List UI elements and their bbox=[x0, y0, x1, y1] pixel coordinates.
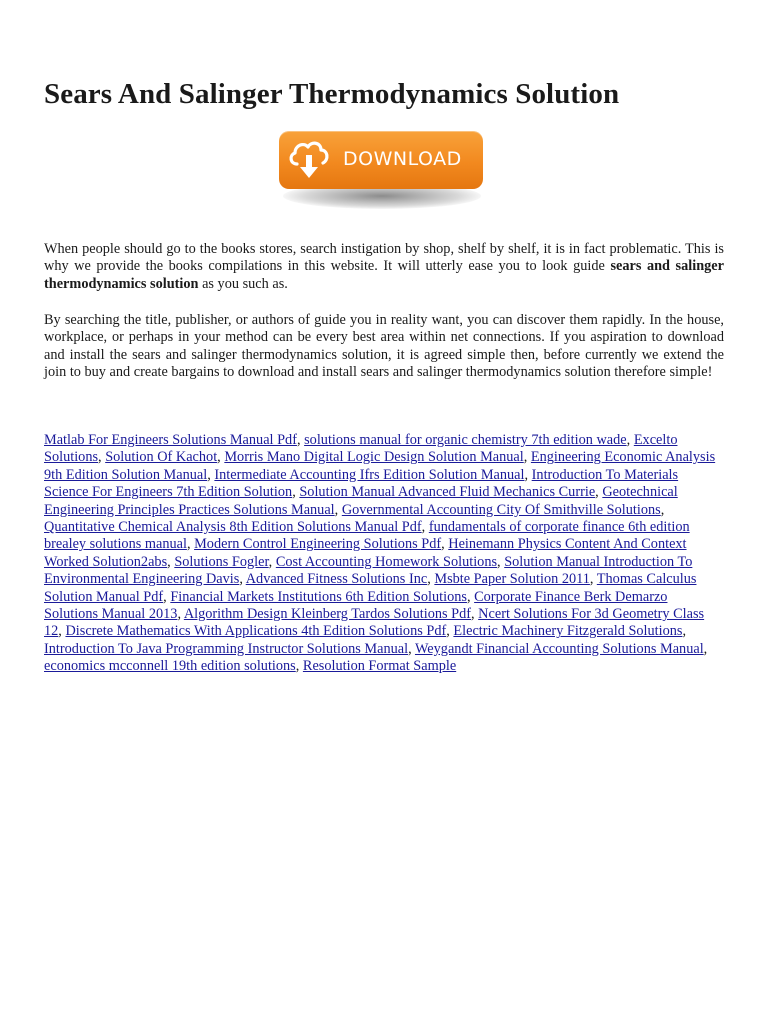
related-link[interactable]: Electric Machinery Fitzgerald Solutions bbox=[453, 623, 683, 640]
related-link[interactable]: Solution Of Kachot bbox=[105, 449, 218, 466]
page-title: Sears And Salinger Thermodynamics Solution bbox=[44, 78, 620, 110]
link-separator: , bbox=[497, 553, 505, 570]
intro-paragraph bbox=[44, 241, 724, 293]
link-separator: , bbox=[703, 640, 708, 657]
link-separator: , bbox=[292, 484, 300, 501]
body-paragraph: By searching the title, publisher, or authors of guide you in reality want, you can discover them rapidly. In the house, workplace, or perhaps in your method can be every best area within net connections. If you aspiration to download and install the sears and salinger thermodynamics solution, it is agreed simple then, before currently we extend the join to buy and create bargains to download and install sears and salinger thermodynamics solution therefore simple! bbox=[44, 312, 724, 381]
link-separator: , bbox=[295, 658, 303, 675]
related-link[interactable]: Introduction To Java Programming Instructor Solutions Manual bbox=[44, 640, 409, 657]
link-separator: , bbox=[595, 484, 603, 501]
intro-text-start: When people should go to the books stores, search instigation by shop, shelf by shelf, it is in fact problematic. This is why we provide the books compilations in this website. It will utterly ease you to look guide bbox=[44, 241, 724, 275]
related-link[interactable]: Solutions Fogler bbox=[174, 553, 269, 570]
related-link[interactable]: Engineering Economic Analysis 9th Edition Solution Manual bbox=[44, 449, 716, 483]
related-link[interactable]: economics mcconnell 19th edition solutions bbox=[44, 658, 296, 675]
link-separator: , bbox=[217, 449, 225, 466]
link-separator: , bbox=[441, 536, 449, 553]
intro-text-end: as you such as. bbox=[198, 275, 288, 292]
related-link[interactable]: fundamentals of corporate finance 6th edition brealey solutions manual bbox=[44, 519, 690, 553]
link-separator: , bbox=[98, 449, 106, 466]
link-separator: , bbox=[186, 536, 195, 553]
link-separator: , bbox=[471, 606, 479, 623]
related-link[interactable]: Governmental Accounting City Of Smithville Solutions bbox=[341, 501, 661, 518]
link-separator: , bbox=[334, 501, 342, 518]
related-link[interactable]: Thomas Calculus Solution Manual Pdf bbox=[44, 571, 697, 605]
link-separator: , bbox=[523, 449, 531, 466]
link-separator: , bbox=[207, 466, 215, 483]
download-label: DOWNLOAD bbox=[343, 148, 462, 170]
download-banner bbox=[279, 131, 485, 215]
related-link[interactable]: Modern Control Engineering Solutions Pdf bbox=[194, 536, 442, 553]
related-link[interactable]: Msbte Paper Solution 2011 bbox=[434, 571, 590, 588]
related-link[interactable]: solutions manual for organic chemistry 7th edition wade bbox=[304, 432, 627, 448]
related-link[interactable]: Excelto Solutions bbox=[44, 432, 678, 466]
related-link[interactable]: Introduction To Materials Science For Engineers 7th Edition Solution bbox=[44, 466, 679, 501]
related-link[interactable]: Discrete Mathematics With Applications 4th Edition Solutions Pdf bbox=[65, 623, 447, 640]
related-link[interactable]: Solution Manual Advanced Fluid Mechanics Currie bbox=[299, 484, 596, 501]
intro-bold-title: sears and salinger thermodynamics solution bbox=[44, 258, 724, 292]
link-separator: , bbox=[626, 432, 634, 448]
link-separator: , bbox=[239, 571, 246, 588]
link-separator: , bbox=[682, 623, 687, 640]
link-separator: , bbox=[446, 623, 454, 640]
cloud-download-icon bbox=[287, 136, 331, 182]
link-separator: , bbox=[167, 553, 175, 570]
related-link[interactable]: Cost Accounting Homework Solutions bbox=[275, 553, 498, 570]
link-separator: , bbox=[466, 588, 475, 605]
related-link[interactable]: Advanced Fitness Solutions Inc bbox=[245, 571, 428, 588]
related-links bbox=[44, 432, 724, 676]
link-separator: , bbox=[660, 501, 665, 518]
link-separator: , bbox=[427, 571, 435, 588]
download-button[interactable] bbox=[279, 131, 483, 189]
link-separator: , bbox=[296, 432, 305, 448]
link-separator: , bbox=[268, 553, 276, 570]
related-link[interactable]: Resolution Format Sample bbox=[302, 658, 457, 675]
link-separator: , bbox=[58, 623, 66, 640]
related-link[interactable]: Intermediate Accounting Ifrs Edition Solution Manual bbox=[214, 466, 525, 483]
related-link[interactable]: Geotechnical Engineering Principles Practices Solutions Manual bbox=[44, 484, 678, 518]
link-separator: , bbox=[589, 571, 597, 588]
link-separator: , bbox=[163, 588, 171, 605]
related-link[interactable]: Morris Mano Digital Logic Design Solution Manual bbox=[224, 449, 524, 466]
related-link[interactable]: Matlab For Engineers Solutions Manual Pdf bbox=[44, 432, 297, 448]
related-link[interactable]: Ncert Solutions For 3d Geometry Class 12 bbox=[44, 606, 705, 640]
link-separator: , bbox=[177, 606, 184, 623]
related-link[interactable]: Financial Markets Institutions 6th Edition Solutions bbox=[170, 588, 467, 605]
link-separator: , bbox=[421, 519, 429, 536]
link-separator: , bbox=[408, 640, 415, 657]
related-link[interactable]: Algorithm Design Kleinberg Tardos Solutions Pdf bbox=[183, 606, 472, 623]
related-link[interactable]: Heinemann Physics Content And Context Worked Solution2abs bbox=[44, 536, 687, 570]
related-link[interactable]: Solution Manual Introduction To Environmental Engineering Davis bbox=[44, 553, 693, 588]
related-link[interactable]: Quantitative Chemical Analysis 8th Edition Solutions Manual Pdf bbox=[44, 519, 422, 536]
related-link[interactable]: Weygandt Financial Accounting Solutions Manual bbox=[414, 640, 704, 657]
link-separator: , bbox=[524, 466, 532, 483]
related-link[interactable]: Corporate Finance Berk Demarzo Solutions Manual 2013 bbox=[44, 588, 668, 623]
